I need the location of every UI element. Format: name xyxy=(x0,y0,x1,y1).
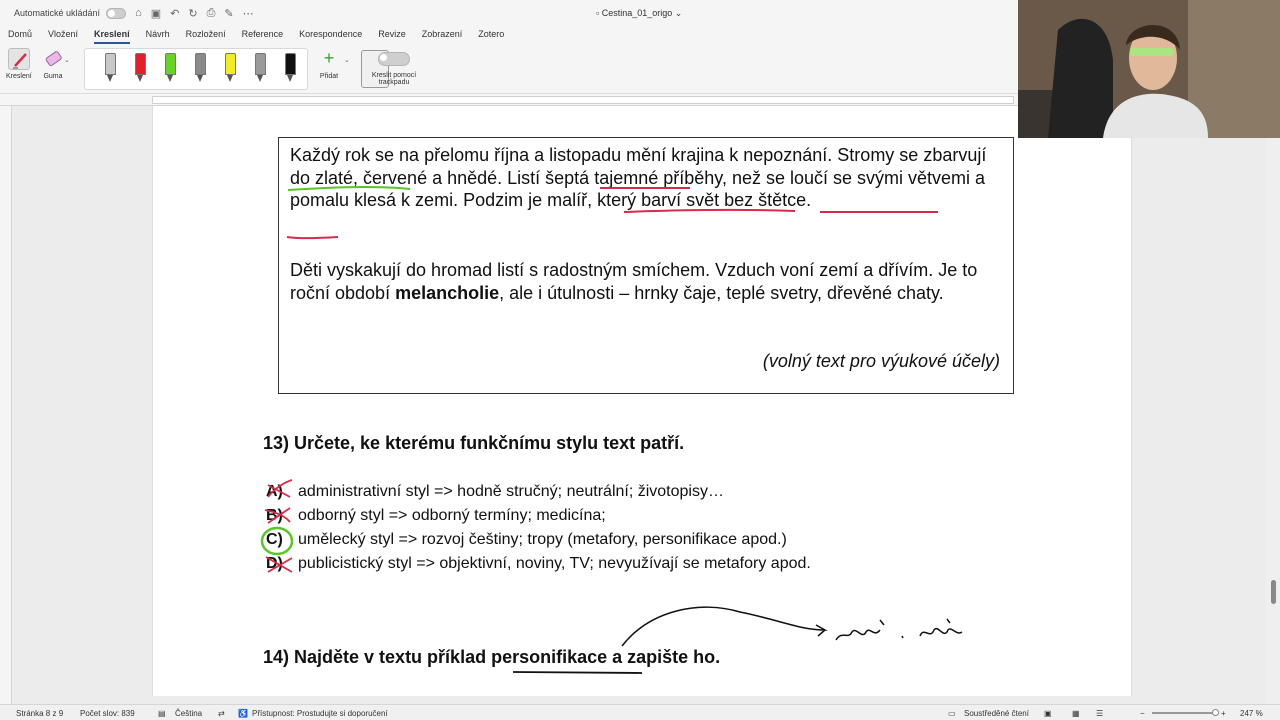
eraser-chevron-icon[interactable]: ⌄ xyxy=(64,57,70,64)
pen-body xyxy=(105,53,116,75)
zoom-out-icon[interactable]: − xyxy=(1140,709,1145,718)
redo-icon[interactable]: ↻ xyxy=(188,7,198,20)
trackpad-label: Kreslit pomocí trackpadu xyxy=(371,72,417,86)
trackpad-toggle[interactable] xyxy=(378,52,410,66)
document-title-text: Cestina_01_origo xyxy=(601,8,673,18)
tab-vlozeni[interactable]: Vložení xyxy=(48,29,79,39)
option-letter: A) xyxy=(266,483,283,500)
source-note: (volný text pro výukové účely) xyxy=(762,351,1000,371)
draw-label: Kreslení xyxy=(6,73,32,80)
text-frame xyxy=(278,137,1014,394)
pen-icon[interactable]: ✎ xyxy=(224,7,234,20)
zoom-in-icon[interactable]: + xyxy=(1221,709,1226,718)
paragraph-2-start: Děti vyskakují do hromad listí s radostným smíchem. Vzduch voní zemí a dřívím. Je to roční období xyxy=(290,260,978,303)
tab-korespondence[interactable]: Korespondence xyxy=(299,29,363,39)
undo-icon[interactable]: ↶ xyxy=(170,7,180,20)
pen-gray[interactable] xyxy=(105,53,116,83)
option-a xyxy=(266,483,724,501)
option-letter: B) xyxy=(266,507,283,524)
pen-body xyxy=(135,53,146,75)
paragraph-2-end: , ale i útulnosti – hrnky čaje, teplé svetry, dřevěné chaty. xyxy=(499,282,944,303)
print-icon[interactable]: ⎙ xyxy=(206,6,216,19)
option-text: publicistický styl => objektivní, noviny, TV; nevyužívají se metafory apod. xyxy=(298,555,811,572)
focus-icon[interactable]: ▭ xyxy=(948,709,956,718)
eraser-button[interactable] xyxy=(42,48,64,80)
webcam-overlay xyxy=(1018,0,1280,138)
eraser-icon xyxy=(42,48,64,70)
document-page[interactable] xyxy=(152,106,1132,696)
document-title[interactable]: ▫ Cestina_01_origo ⌄ xyxy=(596,8,683,18)
page-count[interactable]: Stránka 8 z 9 xyxy=(16,709,64,718)
more-icon[interactable]: ⋯ xyxy=(242,7,254,20)
option-d xyxy=(266,555,811,573)
zoom-level[interactable]: 247 % xyxy=(1240,709,1263,718)
webcam-person-image xyxy=(1018,0,1280,138)
option-b xyxy=(266,507,606,525)
plus-icon: + xyxy=(323,48,335,68)
tab-revize[interactable]: Revize xyxy=(378,29,406,39)
pen-tip xyxy=(227,75,233,82)
question-14: 14) Najděte v textu příklad personifikace a zapište ho. xyxy=(263,647,721,667)
option-text: umělecký styl => rozvoj češtiny; tropy (metafory, personifikace apod.) xyxy=(298,531,787,548)
zoom-slider-thumb[interactable] xyxy=(1212,709,1219,716)
web-layout-icon[interactable]: ▦ xyxy=(1072,709,1080,718)
tab-kresleni[interactable]: Kreslení xyxy=(94,26,130,44)
pen-red[interactable] xyxy=(135,53,146,83)
pen-gallery xyxy=(84,48,308,90)
pen-body xyxy=(255,53,266,75)
pen-tip xyxy=(287,75,293,82)
pen-tip xyxy=(167,75,173,82)
paragraph-2-bold: melancholie xyxy=(395,282,500,303)
vertical-ruler[interactable] xyxy=(0,106,12,704)
track-changes-icon[interactable]: ⇄ xyxy=(218,709,225,718)
horizontal-ruler[interactable] xyxy=(0,94,1018,106)
focus-mode[interactable]: Soustředěné čtení xyxy=(964,709,1029,718)
add-pen-label: Přidat xyxy=(319,73,339,80)
pen-body xyxy=(225,53,236,75)
draw-button[interactable] xyxy=(6,48,32,80)
add-chevron-icon[interactable]: ⌄ xyxy=(344,57,350,64)
tab-zotero[interactable]: Zotero xyxy=(478,29,505,39)
vertical-scrollbar[interactable] xyxy=(1266,138,1280,704)
word-count[interactable]: Počet slov: 839 xyxy=(80,709,135,718)
question-13: 13) Určete, ke kterému funkčnímu stylu text patří. xyxy=(263,433,685,453)
print-layout-icon[interactable]: ▣ xyxy=(1044,709,1052,718)
status-bar xyxy=(0,704,1280,720)
language-status[interactable]: Čeština xyxy=(175,709,203,718)
tab-navrh[interactable]: Návrh xyxy=(145,29,170,39)
draw-pen-icon xyxy=(8,48,30,70)
tab-rozlozeni[interactable]: Rozložení xyxy=(185,29,226,39)
option-text: odborný styl => odborný termíny; medicína; xyxy=(298,507,606,524)
proofing-icon[interactable]: ▤ xyxy=(158,709,166,718)
add-pen-button[interactable] xyxy=(318,48,340,80)
tab-reference[interactable]: Reference xyxy=(241,29,284,39)
option-c xyxy=(266,531,787,549)
pen-tip xyxy=(197,75,203,82)
eraser-label: Guma xyxy=(43,73,63,80)
accessibility-status[interactable]: Přístupnost: Prostudujte si doporučení xyxy=(252,709,388,718)
paragraph-2 xyxy=(290,259,1010,304)
ruler-inner xyxy=(152,96,1014,104)
accessibility-icon[interactable]: ♿ xyxy=(238,709,248,718)
pen-body xyxy=(165,53,176,75)
outline-icon[interactable]: ☰ xyxy=(1096,709,1104,718)
ribbon-tabs xyxy=(0,26,1018,44)
pen-black[interactable] xyxy=(285,53,296,83)
tab-domu[interactable]: Domů xyxy=(8,29,33,39)
pen-green[interactable] xyxy=(165,53,176,83)
save-icon[interactable]: ▣ xyxy=(150,7,162,20)
drawing-ribbon xyxy=(0,44,1018,94)
home-icon[interactable]: ⌂ xyxy=(135,7,142,19)
pencil-gray[interactable] xyxy=(195,53,206,83)
pen-body xyxy=(285,53,296,75)
autosave-label: Automatické ukládání xyxy=(14,8,101,18)
highlighter-yellow[interactable] xyxy=(225,53,236,83)
autosave-toggle[interactable] xyxy=(106,8,126,19)
option-letter: D) xyxy=(266,555,283,572)
zoom-slider[interactable] xyxy=(1152,712,1218,714)
option-letter: C) xyxy=(266,531,283,548)
pen-silver[interactable] xyxy=(255,53,266,83)
pen-tip xyxy=(257,75,263,82)
scrollbar-thumb[interactable] xyxy=(1271,580,1276,604)
pen-tip xyxy=(137,75,143,82)
tab-zobrazeni[interactable]: Zobrazení xyxy=(421,29,463,39)
pen-tip xyxy=(107,75,113,82)
option-text: administrativní styl => hodně stručný; neutrální; životopisy… xyxy=(298,483,724,500)
paragraph-1: Každý rok se na přelomu října a listopadu mění krajina k nepoznání. Stromy se zbarvují do zlaté, červené a hnědé. Listí šeptá tajemné příběhy, než se loučí se svými větvemi a pomalu klesá k zemi. Podzim je malíř, který barví svět bez štětce. xyxy=(290,145,987,210)
pen-body xyxy=(195,53,206,75)
trackpad-draw-button[interactable] xyxy=(366,48,422,86)
